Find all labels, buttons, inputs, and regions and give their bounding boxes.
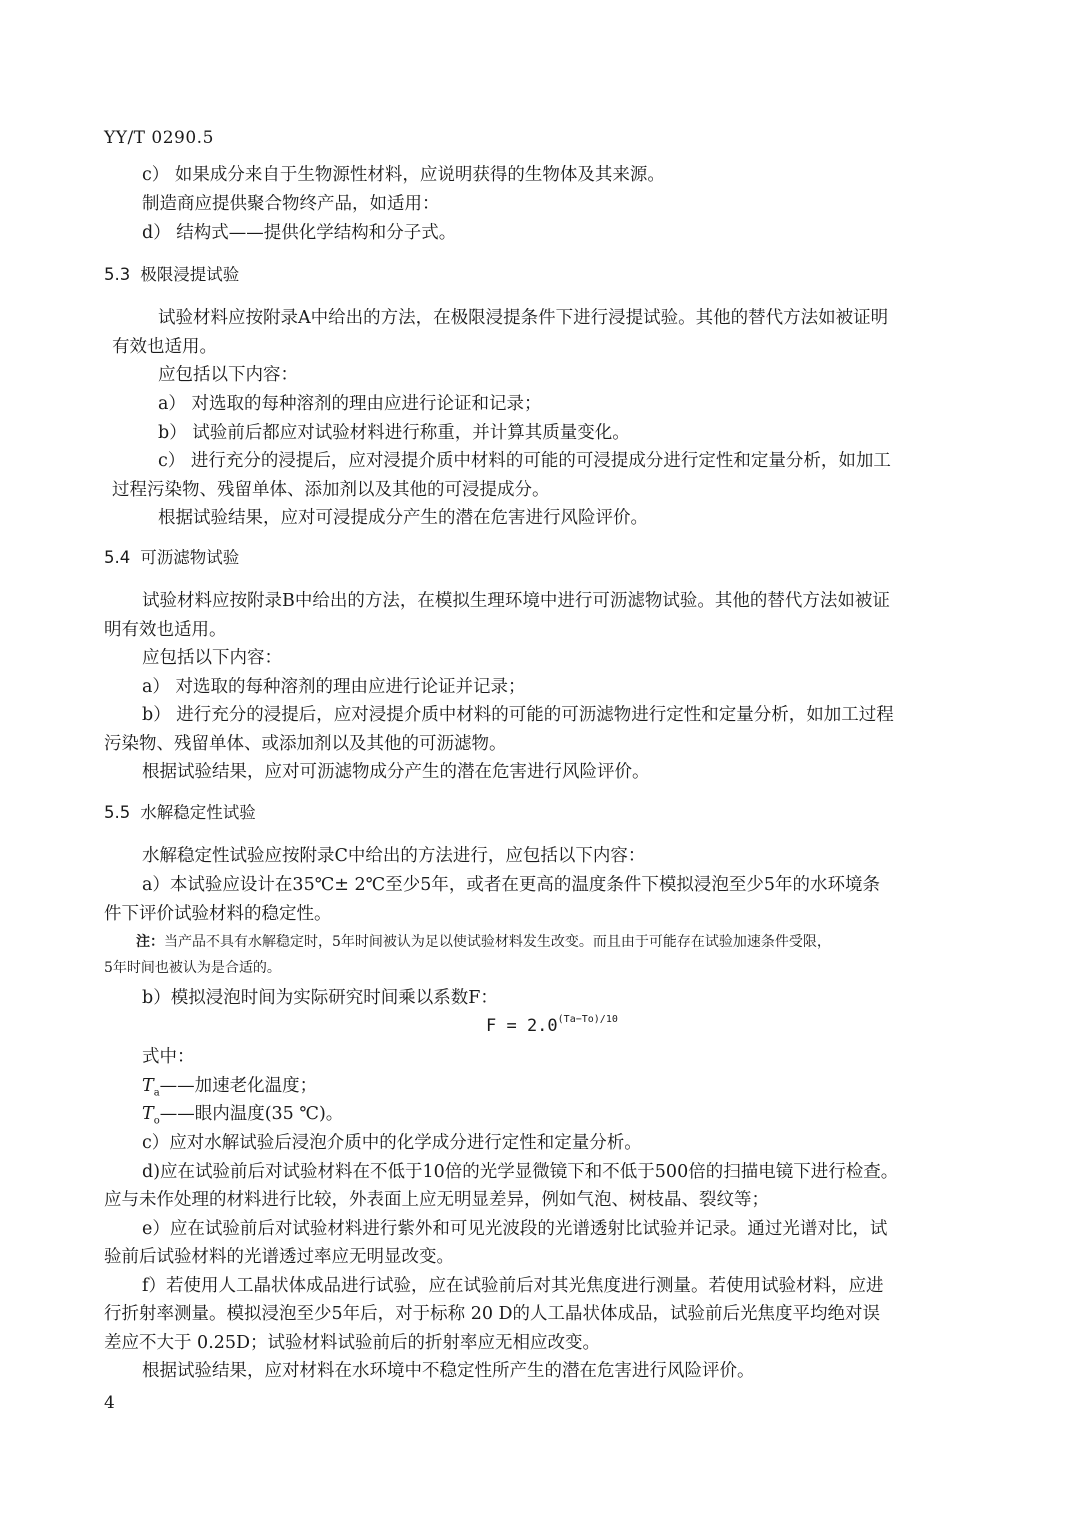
note-text: 当产品不具有水解稳定时，5年时间被认为足以使试验材料发生改变。而且由于可能存在试验加速条件受限， bbox=[164, 934, 831, 950]
list-item: c） 进行充分的浸提后，应对浸提介质中材料的可能的可浸提成分进行定性和定量分析，如加工 bbox=[158, 451, 891, 471]
variable-symbol: $T_o$ bbox=[142, 1104, 160, 1127]
list-item: b） 进行充分的浸提后，应对浸提介质中材料的可能的可沥滤物进行定性和定量分析，如加工过程 bbox=[142, 705, 894, 725]
paragraph-line: 应包括以下内容： bbox=[158, 365, 298, 385]
paragraph-line: 明有效也适用。 bbox=[104, 620, 227, 640]
item-c-biological-source: c） 如果成分来自于生物源性材料，应说明获得的生物体及其来源。 bbox=[142, 165, 665, 185]
document-code: YY/T 0290.5 bbox=[104, 128, 214, 148]
paragraph-line: 有效也适用。 bbox=[112, 337, 217, 357]
list-item: 件下评价试验材料的稳定性。 bbox=[104, 904, 332, 924]
section-title: 极限浸提试验 bbox=[140, 265, 240, 284]
section-5-4-heading bbox=[104, 547, 239, 569]
note-line bbox=[136, 932, 831, 952]
list-item: b）模拟浸泡时间为实际研究时间乘以系数F： bbox=[142, 988, 498, 1008]
paragraph-line: 根据试验结果，应对材料在水环境中不稳定性所产生的潜在危害进行风险评价。 bbox=[142, 1361, 755, 1381]
section-number: 5.4 bbox=[104, 548, 131, 567]
variable-definition bbox=[142, 1075, 317, 1105]
section-title: 水解稳定性试验 bbox=[140, 803, 256, 822]
variable-description: ——加速老化温度； bbox=[159, 1076, 318, 1096]
paragraph-line: 应包括以下内容： bbox=[142, 648, 282, 668]
list-item: 污染物、残留单体、或添加剂以及其他的可沥滤物。 bbox=[104, 734, 507, 754]
section-number: 5.5 bbox=[104, 803, 131, 822]
note-label: 注： bbox=[136, 934, 164, 950]
variable-description: ——眼内温度(35 ℃)。 bbox=[159, 1104, 344, 1124]
list-item: f）若使用人工晶状体成品进行试验，应在试验前后对其光焦度进行测量。若使用试验材料，应进 bbox=[142, 1276, 884, 1296]
paragraph-line: 式中： bbox=[142, 1047, 195, 1067]
variable-symbol: $T_a$ bbox=[142, 1076, 160, 1099]
list-item: e）应在试验前后对试验材料进行紫外和可见光波段的光谱透射比试验并记录。通过光谱对比，试 bbox=[142, 1219, 888, 1239]
page-number: 4 bbox=[104, 1393, 115, 1413]
paragraph-line: 试验材料应按附录A中给出的方法，在极限浸提条件下进行浸提试验。其他的替代方法如被证明 bbox=[158, 308, 889, 328]
paragraph-line: 试验材料应按附录B中给出的方法，在模拟生理环境中进行可沥滤物试验。其他的替代方法如被证 bbox=[142, 591, 890, 611]
list-item: c）应对水解试验后浸泡介质中的化学成分进行定性和定量分析。 bbox=[142, 1133, 642, 1153]
paragraph-line: 水解稳定性试验应按附录C中给出的方法进行，应包括以下内容： bbox=[142, 846, 646, 866]
list-item: 行折射率测量。模拟浸泡至少5年后，对于标称 20 D的人工晶状体成品，试验前后光焦度平均绝对误 bbox=[104, 1304, 881, 1324]
list-item: 应与未作处理的材料进行比较，外表面上应无明显差异，例如气泡、树枝晶、裂纹等； bbox=[104, 1190, 769, 1210]
note-line: 5年时间也被认为是合适的。 bbox=[104, 960, 281, 976]
formula-exponent: (Ta−To)/10 bbox=[557, 1014, 618, 1025]
list-item: a） 对选取的每种溶剂的理由应进行论证和记录； bbox=[158, 394, 542, 414]
variable-definition bbox=[142, 1103, 343, 1133]
list-item: b） 试验前后都应对试验材料进行称重，并计算其质量变化。 bbox=[158, 423, 630, 443]
list-item: a）本试验应设计在35℃± 2℃至少5年，或者在更高的温度条件下模拟浸泡至少5年的水环境条 bbox=[142, 875, 880, 895]
list-item: 差应不大于 0.25D；试验材料试验前后的折射率应无相应改变。 bbox=[104, 1333, 601, 1353]
section-title: 可沥滤物试验 bbox=[140, 548, 240, 567]
formula-base: F = 2.0 bbox=[486, 1016, 558, 1036]
aging-factor-formula bbox=[486, 1014, 618, 1036]
polymer-final-product-text: 制造商应提供聚合物终产品，如适用： bbox=[142, 194, 440, 214]
item-d-structure: d） 结构式——提供化学结构和分子式。 bbox=[142, 223, 457, 243]
list-item: d)应在试验前后对试验材料在不低于10倍的光学显微镜下和不低于500倍的扫描电镜下进行检查。 bbox=[142, 1162, 899, 1182]
list-item: a） 对选取的每种溶剂的理由应进行论证并记录； bbox=[142, 677, 526, 697]
section-number: 5.3 bbox=[104, 265, 131, 284]
list-item: 过程污染物、残留单体、添加剂以及其他的可浸提成分。 bbox=[112, 480, 550, 500]
section-5-5-heading bbox=[104, 802, 256, 824]
list-item: 验前后试验材料的光谱透过率应无明显改变。 bbox=[104, 1247, 454, 1267]
paragraph-line: 根据试验结果，应对可沥滤物成分产生的潜在危害进行风险评价。 bbox=[142, 762, 650, 782]
paragraph-line: 根据试验结果，应对可浸提成分产生的潜在危害进行风险评价。 bbox=[158, 508, 648, 528]
section-5-3-heading bbox=[104, 264, 239, 286]
